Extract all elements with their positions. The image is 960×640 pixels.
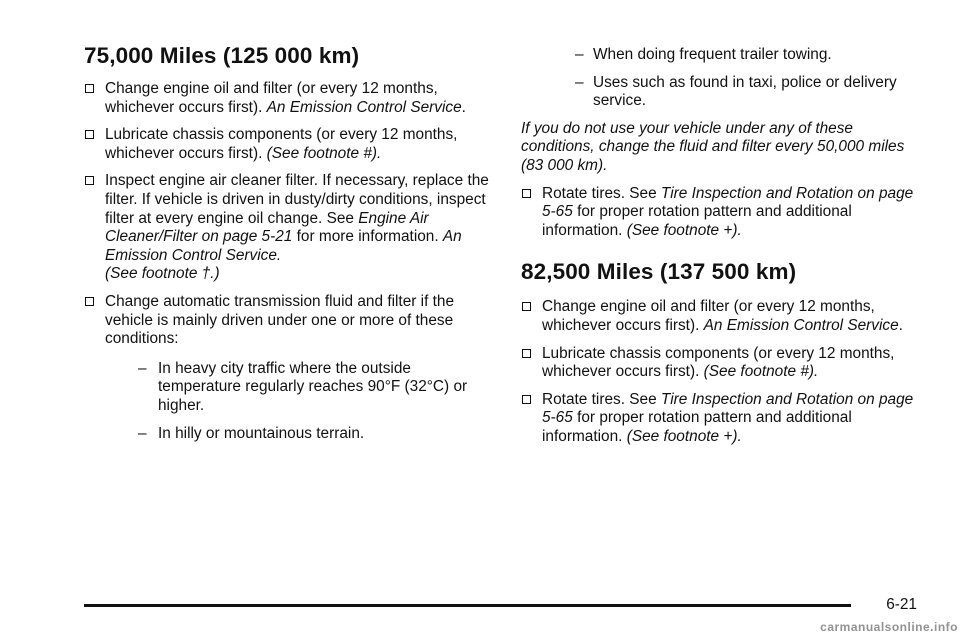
section-heading-75000: 75,000 Miles (125 000 km): [84, 43, 360, 68]
tire-rotation-page-ref[interactable]: Tire Inspection and Rotation on page 5-65: [542, 184, 914, 221]
tire-rotation-page-ref[interactable]: Tire Inspection and Rotation on page 5-65: [542, 390, 914, 427]
emission-service-ref: An Emission Control Service: [703, 316, 899, 334]
footnote-ref: (See footnote #).: [266, 144, 382, 162]
section-heading-82500: 82,500 Miles (137 500 km): [521, 259, 797, 285]
watermark: carmanualsonline.info: [820, 620, 958, 634]
footer-rule: [84, 604, 851, 607]
checkbox-icon: [522, 349, 531, 358]
footnote-ref: (See footnote +).: [626, 427, 742, 445]
footnote-ref: (See footnote +).: [626, 221, 742, 239]
page-number: 6-21: [886, 596, 917, 613]
air-filter-page-ref[interactable]: Engine Air Cleaner/Filter on page 5-21: [105, 209, 429, 246]
checklist-item-lubricate: Lubricate chassis components (or every 12 months, whichever occurs first). (See footnote #).: [521, 345, 916, 382]
emission-service-ref: An Emission Control Service: [266, 98, 462, 116]
condition-heavy-traffic: – In heavy city traffic where the outside temperature regularly reaches 90°F (32°C) or higher.: [138, 359, 468, 414]
dash-bullet: –: [575, 46, 584, 63]
checkbox-icon: [85, 130, 94, 139]
footnote-ref: (See footnote †.): [105, 265, 220, 283]
checkbox-icon: [85, 176, 94, 185]
condition-trailer-towing: – When doing frequent trailer towing.: [575, 46, 832, 63]
checklist-item-oil: Change engine oil and filter (or every 12 months, whichever occurs first). An Emission Control Service.: [84, 80, 494, 117]
checkbox-icon: [85, 84, 94, 93]
dash-bullet: –: [138, 424, 147, 442]
checkbox-icon: [522, 302, 531, 311]
footnote-ref: (See footnote #).: [703, 363, 819, 381]
emission-service-ref: An Emission Control Service.: [105, 228, 462, 264]
checkbox-icon: [522, 189, 531, 198]
right-column: [521, 0, 916, 447]
checklist-item-rotate-tires: Rotate tires. See Tire Inspection and Rotation on page 5-65 for proper rotation pattern and additional information. (See footnote +).: [521, 185, 916, 241]
checkbox-icon: [522, 395, 531, 404]
fluid-change-note: If you do not use your vehicle under any of these conditions, change the fluid and filter every 50,000 miles (83 000 km).: [521, 119, 905, 174]
dash-bullet: –: [138, 359, 147, 377]
checklist-item-lubricate: Lubricate chassis components (or every 12 months, whichever occurs first). (See footnote #).: [84, 126, 494, 163]
checklist-item-oil: Change engine oil and filter (or every 12 months, whichever occurs first). An Emission Control Service.: [521, 298, 916, 335]
left-column: [84, 0, 494, 443]
condition-hilly-terrain: – In hilly or mountainous terrain.: [138, 424, 365, 442]
condition-taxi-police: – Uses such as found in taxi, police or delivery service.: [575, 73, 897, 110]
checklist-item-air-filter: Inspect engine air cleaner filter. If necessary, replace the filter. If vehicle is driven in dusty/dirty conditions, inspect filter at every engine oil change. See Engine Air Cleaner/Filter on page 5-21 for more information. An Emission Control Service. (See footnote †.): [84, 172, 494, 284]
dash-bullet: –: [575, 73, 584, 91]
checklist-item-transmission: Change automatic transmission fluid and filter if the vehicle is mainly driven under one or more of these conditions:: [84, 293, 494, 349]
checklist-item-rotate-tires: Rotate tires. See Tire Inspection and Rotation on page 5-65 for proper rotation pattern and additional information. (See footnote +).: [521, 391, 916, 447]
checkbox-icon: [85, 297, 94, 306]
